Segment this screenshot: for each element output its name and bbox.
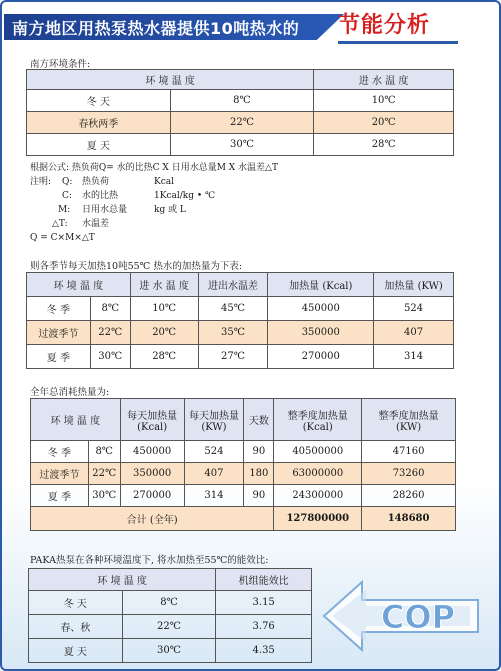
heat-kw-cell: 314: [374, 345, 454, 369]
total-label: 合计 (全年): [31, 507, 274, 531]
formula-unit: kg 或 L: [154, 205, 186, 215]
env-temp-cell: 22℃: [90, 321, 130, 345]
inlet-temp-cell: 20℃: [130, 321, 198, 345]
header-line: 每天加热量: [188, 410, 239, 422]
cop-text: COP: [380, 598, 456, 636]
formula-desc: 水的比热: [82, 191, 119, 201]
formula-symbol: C:: [62, 191, 72, 201]
formula-line: 根据公式: 热负荷Q= 水的比热C X 日用水总量M X 水温差△T: [30, 163, 278, 173]
formula-symbol: Q:: [62, 177, 73, 187]
season-cell: 春秋两季: [27, 112, 171, 134]
page-title: 南方地区用热泵热水器提供10吨热水的: [12, 19, 300, 38]
section3-caption: 全年总消耗热量为:: [30, 387, 110, 398]
table-row: [31, 485, 456, 507]
header-line: 整季度加热量: [378, 410, 439, 422]
season-kcal-cell: 40500000: [274, 441, 362, 463]
formula-desc: 日用水总量: [82, 205, 128, 215]
cop-table: [28, 568, 312, 663]
env-temp-cell: 30℃: [88, 485, 120, 507]
season-kw-cell: 28260: [362, 485, 456, 507]
page-header: [4, 8, 474, 46]
formula-symbol: △T:: [52, 219, 68, 229]
table-row: [27, 134, 454, 156]
section4-caption: PAKA热泵在各种环境温度下, 将水加热至55℃的能效比:: [30, 555, 269, 566]
header-daily-kcal: [120, 399, 184, 441]
formula-desc: 水温差: [82, 219, 110, 229]
table-row: [27, 112, 454, 134]
season-cell: 冬 季: [31, 441, 89, 463]
formula-block: [30, 161, 360, 245]
season-cell: 过渡季节: [27, 321, 91, 345]
annual-heat-table: [30, 398, 456, 531]
total-kcal-cell: 127800000: [274, 507, 362, 531]
season-kcal-cell: 63000000: [274, 463, 362, 485]
season-cell: 春、秋: [29, 615, 123, 639]
formula-desc: 热负荷: [82, 177, 110, 187]
heat-kcal-cell: 270000: [268, 345, 374, 369]
header-inlet-temp: 进 水 温 度: [130, 273, 198, 297]
formula-equation: Q = C×M×△T: [30, 233, 95, 243]
total-kw-cell: 148680: [362, 507, 456, 531]
header-temp-diff: 进出水温差: [198, 273, 268, 297]
heat-kw-cell: 524: [374, 297, 454, 321]
formula-symbol: M:: [58, 205, 71, 215]
daily-kcal-cell: 450000: [120, 441, 184, 463]
header-env-temp: 环 境 温 度: [29, 569, 216, 591]
heat-kw-cell: 407: [374, 321, 454, 345]
header-line: (KW): [201, 421, 227, 433]
table-row: [31, 441, 456, 463]
formula-unit: 1Kcal/kg • ℃: [154, 191, 216, 201]
daily-kw-cell: 314: [184, 485, 244, 507]
table-row: [29, 639, 312, 663]
season-kw-cell: 73260: [362, 463, 456, 485]
env-temp-cell: 30℃: [90, 345, 130, 369]
season-cell: 冬 季: [27, 297, 91, 321]
season-cell: 过渡季节: [31, 463, 89, 485]
header-cop: 机组能效比: [216, 569, 312, 591]
days-cell: 90: [244, 485, 274, 507]
cop-value-cell: 4.35: [216, 639, 312, 663]
env-conditions-table: [26, 69, 454, 156]
daily-kcal-cell: 270000: [120, 485, 184, 507]
seasonal-heating-table: [26, 272, 454, 369]
daily-kw-cell: 407: [184, 463, 244, 485]
table-row: [29, 615, 312, 639]
cop-arrow-icon: [318, 568, 488, 663]
header-env-temp: 环 境 温 度: [27, 273, 131, 297]
formula-unit: Kcal: [154, 177, 175, 187]
header-season-kw: [362, 399, 456, 441]
heat-kcal-cell: 350000: [268, 321, 374, 345]
header-line: (Kcal): [137, 421, 168, 433]
env-temp-cell: 22℃: [122, 615, 216, 639]
table-row: [27, 90, 454, 112]
header-env-temp: 环 境 温 度: [27, 70, 314, 90]
header-rule: [338, 41, 458, 44]
env-temp-cell: 30℃: [170, 134, 314, 156]
inlet-temp-cell: 28℃: [314, 134, 454, 156]
header-line: 整季度加热量: [287, 410, 348, 422]
daily-kcal-cell: 350000: [120, 463, 184, 485]
season-cell: 夏 季: [27, 345, 91, 369]
total-row: [31, 507, 456, 531]
temp-diff-cell: 45℃: [198, 297, 268, 321]
header-heat-kw: 加热量 (KW): [374, 273, 454, 297]
table-row: [27, 345, 454, 369]
cop-value-cell: 3.76: [216, 615, 312, 639]
inlet-temp-cell: 28℃: [130, 345, 198, 369]
season-cell: 夏 天: [29, 639, 123, 663]
table-row: [27, 297, 454, 321]
cop-badge: [318, 568, 488, 663]
env-temp-cell: 22℃: [170, 112, 314, 134]
inlet-temp-cell: 10℃: [130, 297, 198, 321]
env-temp-cell: 8℃: [90, 297, 130, 321]
table-row: [29, 591, 312, 615]
env-temp-cell: 30℃: [122, 639, 216, 663]
days-cell: 90: [244, 441, 274, 463]
header-inlet-temp: 进 水 温 度: [314, 70, 454, 90]
inlet-temp-cell: 20℃: [314, 112, 454, 134]
season-kcal-cell: 24300000: [274, 485, 362, 507]
season-cell: 冬 天: [27, 90, 171, 112]
daily-kw-cell: 524: [184, 441, 244, 463]
page-title-accent: 节能分析: [338, 13, 431, 38]
header-days: 天数: [244, 399, 274, 441]
header-env-temp: 环 境 温 度: [31, 399, 121, 441]
table-row: [31, 463, 456, 485]
header-heat-kcal: 加热量 (Kcal): [268, 273, 374, 297]
section1-caption: 南方环境条件:: [30, 59, 91, 70]
season-kw-cell: 47160: [362, 441, 456, 463]
season-cell: 冬 天: [29, 591, 123, 615]
cop-value-cell: 3.15: [216, 591, 312, 615]
header-line: 每天加热量: [127, 410, 178, 422]
header-line: (Kcal): [302, 421, 333, 433]
season-cell: 夏 天: [27, 134, 171, 156]
env-temp-cell: 22℃: [88, 463, 120, 485]
temp-diff-cell: 27℃: [198, 345, 268, 369]
heat-kcal-cell: 450000: [268, 297, 374, 321]
section2-caption: 则各季节每天加热10吨55℃ 热水的加热量为下表:: [30, 261, 243, 272]
header-season-kcal: [274, 399, 362, 441]
env-temp-cell: 8℃: [122, 591, 216, 615]
notes-label: 注明:: [30, 177, 52, 187]
env-temp-cell: 8℃: [170, 90, 314, 112]
days-cell: 180: [244, 463, 274, 485]
env-temp-cell: 8℃: [88, 441, 120, 463]
season-cell: 夏 季: [31, 485, 89, 507]
table-row: [27, 321, 454, 345]
temp-diff-cell: 35℃: [198, 321, 268, 345]
header-line: (KW): [396, 421, 422, 433]
header-daily-kw: [184, 399, 244, 441]
inlet-temp-cell: 10℃: [314, 90, 454, 112]
